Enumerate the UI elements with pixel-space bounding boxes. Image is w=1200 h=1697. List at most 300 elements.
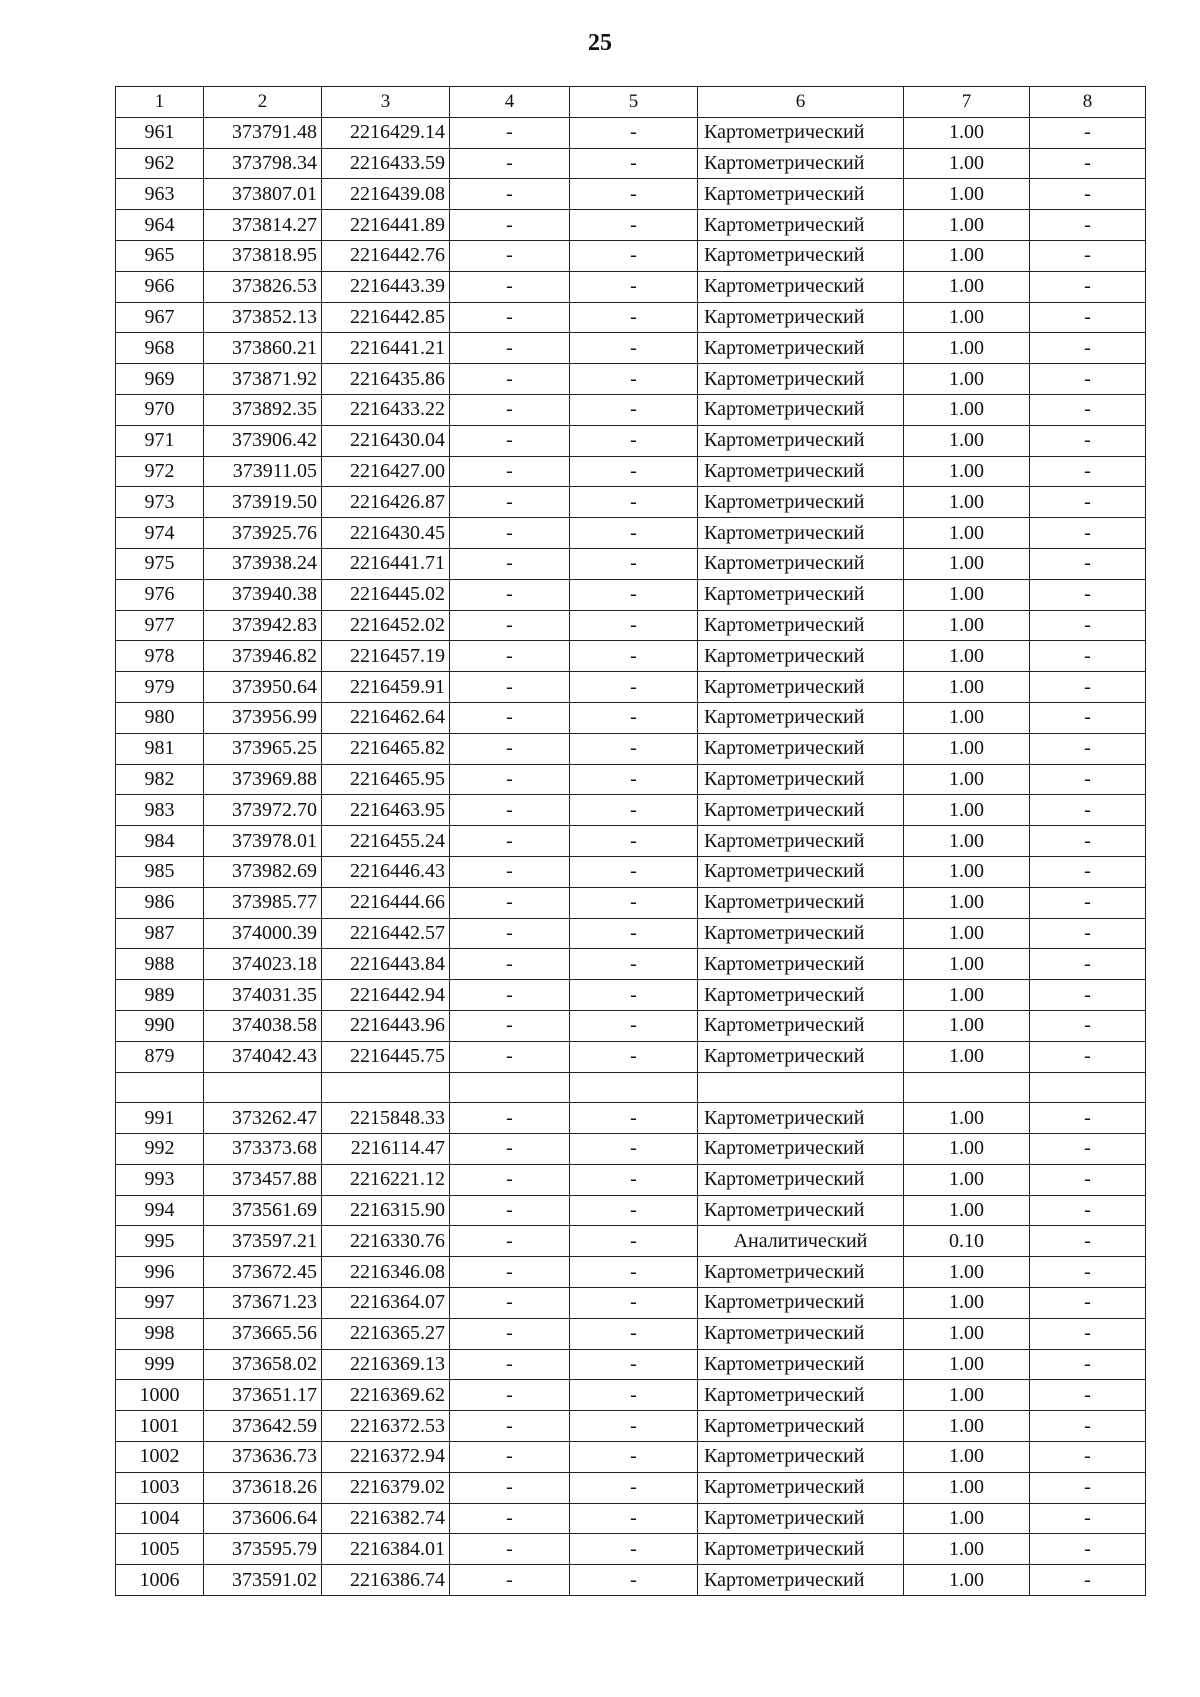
column-4-cell: - [450,1257,570,1288]
accuracy-cell: 1.00 [904,1565,1030,1596]
y-coordinate-cell: 2216315.90 [322,1195,450,1226]
column-8-cell: - [1030,1411,1146,1442]
column-5-cell: - [570,733,698,764]
column-header: 4 [450,87,570,118]
column-8-cell: - [1030,210,1146,241]
y-coordinate-cell: 2216446.43 [322,856,450,887]
point-number-cell: 1002 [116,1442,204,1473]
column-8-cell: - [1030,518,1146,549]
column-5-cell: - [570,1565,698,1596]
method-cell: Картометрический [698,487,904,518]
table-row [116,1134,1146,1165]
table-row [116,887,1146,918]
y-coordinate-cell: 2216462.64 [322,702,450,733]
x-coordinate-cell: 373950.64 [204,672,322,703]
column-header: 6 [698,87,904,118]
column-4-cell: - [450,672,570,703]
x-coordinate-cell: 373956.99 [204,702,322,733]
column-8-cell: - [1030,1226,1146,1257]
accuracy-cell: 1.00 [904,1103,1030,1134]
column-5-cell: - [570,240,698,271]
method-cell: Картометрический [698,1411,904,1442]
y-coordinate-cell [322,1072,450,1103]
column-4-cell: - [450,949,570,980]
accuracy-cell: 1.00 [904,795,1030,826]
accuracy-cell: 1.00 [904,1257,1030,1288]
table-row [116,1380,1146,1411]
point-number-cell: 989 [116,980,204,1011]
table-row [116,1103,1146,1134]
y-coordinate-cell: 2216114.47 [322,1134,450,1165]
table-row [116,826,1146,857]
y-coordinate-cell: 2216379.02 [322,1472,450,1503]
y-coordinate-cell: 2216452.02 [322,610,450,641]
table-row [116,394,1146,425]
column-5-cell: - [570,641,698,672]
column-4-cell: - [450,425,570,456]
page-number: 25 [588,30,612,56]
column-5-cell: - [570,672,698,703]
y-coordinate-cell: 2216430.04 [322,425,450,456]
table-row [116,1164,1146,1195]
column-4-cell: - [450,1226,570,1257]
method-cell: Картометрический [698,1318,904,1349]
column-4-cell: - [450,1472,570,1503]
column-4-cell: - [450,1442,570,1473]
point-number-cell: 986 [116,887,204,918]
column-4-cell: - [450,795,570,826]
x-coordinate-cell: 373671.23 [204,1288,322,1319]
y-coordinate-cell: 2216372.94 [322,1442,450,1473]
column-8-cell: - [1030,179,1146,210]
table-row [116,302,1146,333]
y-coordinate-cell: 2216364.07 [322,1288,450,1319]
method-cell: Картометрический [698,1472,904,1503]
coordinates-table [115,86,1146,1596]
column-8-cell [1030,1072,1146,1103]
column-4-cell: - [450,1534,570,1565]
y-coordinate-cell: 2216372.53 [322,1411,450,1442]
y-coordinate-cell: 2216427.00 [322,456,450,487]
column-8-cell: - [1030,1257,1146,1288]
method-cell: Картометрический [698,456,904,487]
method-cell: Картометрический [698,1442,904,1473]
column-8-cell: - [1030,764,1146,795]
y-coordinate-cell: 2216455.24 [322,826,450,857]
point-number-cell: 1004 [116,1503,204,1534]
point-number-cell: 962 [116,148,204,179]
method-cell: Картометрический [698,240,904,271]
table-row [116,425,1146,456]
column-5-cell: - [570,1318,698,1349]
point-number-cell: 1006 [116,1565,204,1596]
x-coordinate-cell: 373972.70 [204,795,322,826]
column-8-cell: - [1030,918,1146,949]
method-cell: Картометрический [698,1380,904,1411]
accuracy-cell: 1.00 [904,1472,1030,1503]
x-coordinate-cell [204,1072,322,1103]
column-8-cell: - [1030,1041,1146,1072]
column-8-cell: - [1030,1134,1146,1165]
method-cell: Аналитический [698,1226,904,1257]
column-8-cell: - [1030,1318,1146,1349]
column-8-cell: - [1030,610,1146,641]
y-coordinate-cell: 2216442.85 [322,302,450,333]
table-row [116,364,1146,395]
y-coordinate-cell: 2216441.21 [322,333,450,364]
accuracy-cell: 1.00 [904,487,1030,518]
column-4-cell: - [450,1103,570,1134]
point-number-cell: 993 [116,1164,204,1195]
column-4-cell: - [450,826,570,857]
column-4-cell: - [450,918,570,949]
column-8-cell: - [1030,1534,1146,1565]
x-coordinate-cell: 373597.21 [204,1226,322,1257]
column-8-cell: - [1030,795,1146,826]
accuracy-cell: 1.00 [904,672,1030,703]
column-8-cell: - [1030,1195,1146,1226]
method-cell: Картометрический [698,425,904,456]
column-5-cell: - [570,364,698,395]
accuracy-cell: 1.00 [904,518,1030,549]
table-row [116,333,1146,364]
column-5-cell: - [570,117,698,148]
x-coordinate-cell: 373938.24 [204,548,322,579]
y-coordinate-cell: 2216441.89 [322,210,450,241]
table-header-row [116,87,1146,118]
table-row [116,1226,1146,1257]
column-4-cell: - [450,1349,570,1380]
column-8-cell: - [1030,487,1146,518]
x-coordinate-cell: 373911.05 [204,456,322,487]
column-4-cell: - [450,1164,570,1195]
column-header: 8 [1030,87,1146,118]
column-5-cell: - [570,1041,698,1072]
column-4-cell: - [450,1411,570,1442]
column-8-cell: - [1030,641,1146,672]
x-coordinate-cell: 373965.25 [204,733,322,764]
column-4-cell: - [450,641,570,672]
x-coordinate-cell: 373791.48 [204,117,322,148]
column-5-cell: - [570,1103,698,1134]
y-coordinate-cell: 2216465.82 [322,733,450,764]
table-row [116,1288,1146,1319]
column-4-cell: - [450,1195,570,1226]
column-5-cell: - [570,1257,698,1288]
column-4-cell: - [450,579,570,610]
y-coordinate-cell: 2216384.01 [322,1534,450,1565]
column-8-cell: - [1030,240,1146,271]
column-5-cell: - [570,487,698,518]
table-row [116,1041,1146,1072]
table-row [116,148,1146,179]
column-8-cell: - [1030,456,1146,487]
column-8-cell: - [1030,1380,1146,1411]
table-row [116,1565,1146,1596]
method-cell: Картометрический [698,918,904,949]
x-coordinate-cell: 373826.53 [204,271,322,302]
accuracy-cell: 1.00 [904,826,1030,857]
column-8-cell: - [1030,1164,1146,1195]
accuracy-cell: 1.00 [904,302,1030,333]
y-coordinate-cell: 2216365.27 [322,1318,450,1349]
column-header: 1 [116,87,204,118]
column-5-cell: - [570,980,698,1011]
column-8-cell: - [1030,1472,1146,1503]
x-coordinate-cell: 373636.73 [204,1442,322,1473]
accuracy-cell: 1.00 [904,179,1030,210]
y-coordinate-cell: 2216221.12 [322,1164,450,1195]
column-4-cell: - [450,179,570,210]
y-coordinate-cell: 2216459.91 [322,672,450,703]
table-row [116,1411,1146,1442]
method-cell: Картометрический [698,795,904,826]
accuracy-cell: 1.00 [904,733,1030,764]
accuracy-cell: 1.00 [904,364,1030,395]
column-8-cell: - [1030,856,1146,887]
y-coordinate-cell: 2216441.71 [322,548,450,579]
table-row [116,1472,1146,1503]
method-cell: Картометрический [698,949,904,980]
table-row [116,918,1146,949]
table-row [116,548,1146,579]
column-5-cell: - [570,210,698,241]
method-cell: Картометрический [698,271,904,302]
point-number-cell: 991 [116,1103,204,1134]
accuracy-cell: 1.00 [904,641,1030,672]
point-number-cell: 985 [116,856,204,887]
method-cell: Картометрический [698,641,904,672]
table-row [116,1257,1146,1288]
column-8-cell: - [1030,333,1146,364]
table-row [116,856,1146,887]
point-number-cell: 968 [116,333,204,364]
accuracy-cell: 1.00 [904,702,1030,733]
column-4-cell: - [450,733,570,764]
table-row [116,1349,1146,1380]
column-5-cell: - [570,1472,698,1503]
column-5-cell [570,1072,698,1103]
method-cell: Картометрический [698,1349,904,1380]
table-row [116,641,1146,672]
x-coordinate-cell: 373892.35 [204,394,322,425]
x-coordinate-cell: 373807.01 [204,179,322,210]
point-number-cell: 984 [116,826,204,857]
method-cell: Картометрический [698,579,904,610]
method-cell: Картометрический [698,179,904,210]
accuracy-cell: 1.00 [904,1380,1030,1411]
point-number-cell: 981 [116,733,204,764]
column-5-cell: - [570,1442,698,1473]
accuracy-cell: 1.00 [904,1349,1030,1380]
column-4-cell: - [450,1565,570,1596]
column-8-cell: - [1030,364,1146,395]
point-number-cell: 970 [116,394,204,425]
point-number-cell: 998 [116,1318,204,1349]
method-cell: Картометрический [698,394,904,425]
accuracy-cell: 1.00 [904,579,1030,610]
column-8-cell: - [1030,1349,1146,1380]
table-row [116,240,1146,271]
column-4-cell: - [450,302,570,333]
column-4-cell: - [450,333,570,364]
y-coordinate-cell: 2216442.76 [322,240,450,271]
point-number-cell: 964 [116,210,204,241]
column-8-cell: - [1030,1010,1146,1041]
column-5-cell: - [570,579,698,610]
x-coordinate-cell: 373457.88 [204,1164,322,1195]
accuracy-cell: 1.00 [904,1164,1030,1195]
column-4-cell: - [450,702,570,733]
table-row [116,210,1146,241]
column-4-cell: - [450,1134,570,1165]
table-row [116,702,1146,733]
column-8-cell: - [1030,1503,1146,1534]
accuracy-cell: 1.00 [904,456,1030,487]
method-cell: Картометрический [698,1134,904,1165]
x-coordinate-cell: 373982.69 [204,856,322,887]
column-5-cell: - [570,518,698,549]
accuracy-cell: 1.00 [904,394,1030,425]
column-8-cell: - [1030,579,1146,610]
point-number-cell: 980 [116,702,204,733]
column-4-cell: - [450,394,570,425]
column-4-cell: - [450,856,570,887]
y-coordinate-cell: 2216433.59 [322,148,450,179]
column-4-cell: - [450,887,570,918]
y-coordinate-cell: 2216442.94 [322,980,450,1011]
x-coordinate-cell: 373871.92 [204,364,322,395]
accuracy-cell: 1.00 [904,1288,1030,1319]
x-coordinate-cell: 373860.21 [204,333,322,364]
column-5-cell: - [570,148,698,179]
x-coordinate-cell: 373595.79 [204,1534,322,1565]
accuracy-cell: 1.00 [904,887,1030,918]
column-4-cell: - [450,980,570,1011]
column-5-cell: - [570,1195,698,1226]
column-8-cell: - [1030,1442,1146,1473]
method-cell: Картометрический [698,1534,904,1565]
method-cell: Картометрический [698,1565,904,1596]
accuracy-cell: 1.00 [904,333,1030,364]
column-4-cell: - [450,548,570,579]
column-header: 2 [204,87,322,118]
table-row [116,1010,1146,1041]
x-coordinate-cell: 373665.56 [204,1318,322,1349]
column-8-cell: - [1030,271,1146,302]
x-coordinate-cell: 373658.02 [204,1349,322,1380]
accuracy-cell: 1.00 [904,980,1030,1011]
point-number-cell: 987 [116,918,204,949]
x-coordinate-cell: 373814.27 [204,210,322,241]
y-coordinate-cell: 2216369.62 [322,1380,450,1411]
y-coordinate-cell: 2216445.02 [322,579,450,610]
table-row [116,980,1146,1011]
x-coordinate-cell: 373618.26 [204,1472,322,1503]
x-coordinate-cell: 374023.18 [204,949,322,980]
method-cell: Картометрический [698,702,904,733]
column-5-cell: - [570,179,698,210]
point-number-cell: 988 [116,949,204,980]
x-coordinate-cell: 373925.76 [204,518,322,549]
y-coordinate-cell: 2216430.45 [322,518,450,549]
column-5-cell: - [570,1010,698,1041]
accuracy-cell: 1.00 [904,548,1030,579]
point-number-cell: 999 [116,1349,204,1380]
method-cell: Картометрический [698,1103,904,1134]
column-5-cell: - [570,1226,698,1257]
point-number-cell: 961 [116,117,204,148]
column-5-cell: - [570,1164,698,1195]
accuracy-cell: 1.00 [904,856,1030,887]
method-cell: Картометрический [698,364,904,395]
column-5-cell: - [570,1411,698,1442]
point-number-cell: 966 [116,271,204,302]
method-cell: Картометрический [698,1164,904,1195]
method-cell: Картометрический [698,672,904,703]
column-4-cell: - [450,364,570,395]
column-5-cell: - [570,425,698,456]
table-row [116,949,1146,980]
method-cell: Картометрический [698,980,904,1011]
column-5-cell: - [570,764,698,795]
column-5-cell: - [570,610,698,641]
point-number-cell: 1000 [116,1380,204,1411]
column-8-cell: - [1030,394,1146,425]
column-4-cell: - [450,487,570,518]
table-row [116,487,1146,518]
accuracy-cell: 1.00 [904,1134,1030,1165]
x-coordinate-cell: 373561.69 [204,1195,322,1226]
accuracy-cell: 1.00 [904,949,1030,980]
table-row [116,1072,1146,1103]
point-number-cell: 879 [116,1041,204,1072]
column-8-cell: - [1030,148,1146,179]
accuracy-cell: 1.00 [904,1442,1030,1473]
accuracy-cell: 1.00 [904,1411,1030,1442]
x-coordinate-cell: 373946.82 [204,641,322,672]
accuracy-cell: 1.00 [904,764,1030,795]
y-coordinate-cell: 2216439.08 [322,179,450,210]
x-coordinate-cell: 373373.68 [204,1134,322,1165]
table-row [116,672,1146,703]
column-4-cell [450,1072,570,1103]
accuracy-cell: 1.00 [904,610,1030,641]
column-4-cell: - [450,1380,570,1411]
point-number-cell: 992 [116,1134,204,1165]
y-coordinate-cell: 2216429.14 [322,117,450,148]
column-5-cell: - [570,394,698,425]
y-coordinate-cell: 2216382.74 [322,1503,450,1534]
column-5-cell: - [570,271,698,302]
method-cell: Картометрический [698,518,904,549]
table-row [116,733,1146,764]
column-8-cell: - [1030,548,1146,579]
table-row [116,456,1146,487]
y-coordinate-cell: 2216386.74 [322,1565,450,1596]
point-number-cell: 973 [116,487,204,518]
x-coordinate-cell: 374042.43 [204,1041,322,1072]
x-coordinate-cell: 373978.01 [204,826,322,857]
x-coordinate-cell: 374038.58 [204,1010,322,1041]
table-row [116,1442,1146,1473]
table-row [116,271,1146,302]
y-coordinate-cell: 2216463.95 [322,795,450,826]
table-row [116,1195,1146,1226]
x-coordinate-cell: 373919.50 [204,487,322,518]
method-cell: Картометрический [698,1041,904,1072]
table-row [116,1503,1146,1534]
